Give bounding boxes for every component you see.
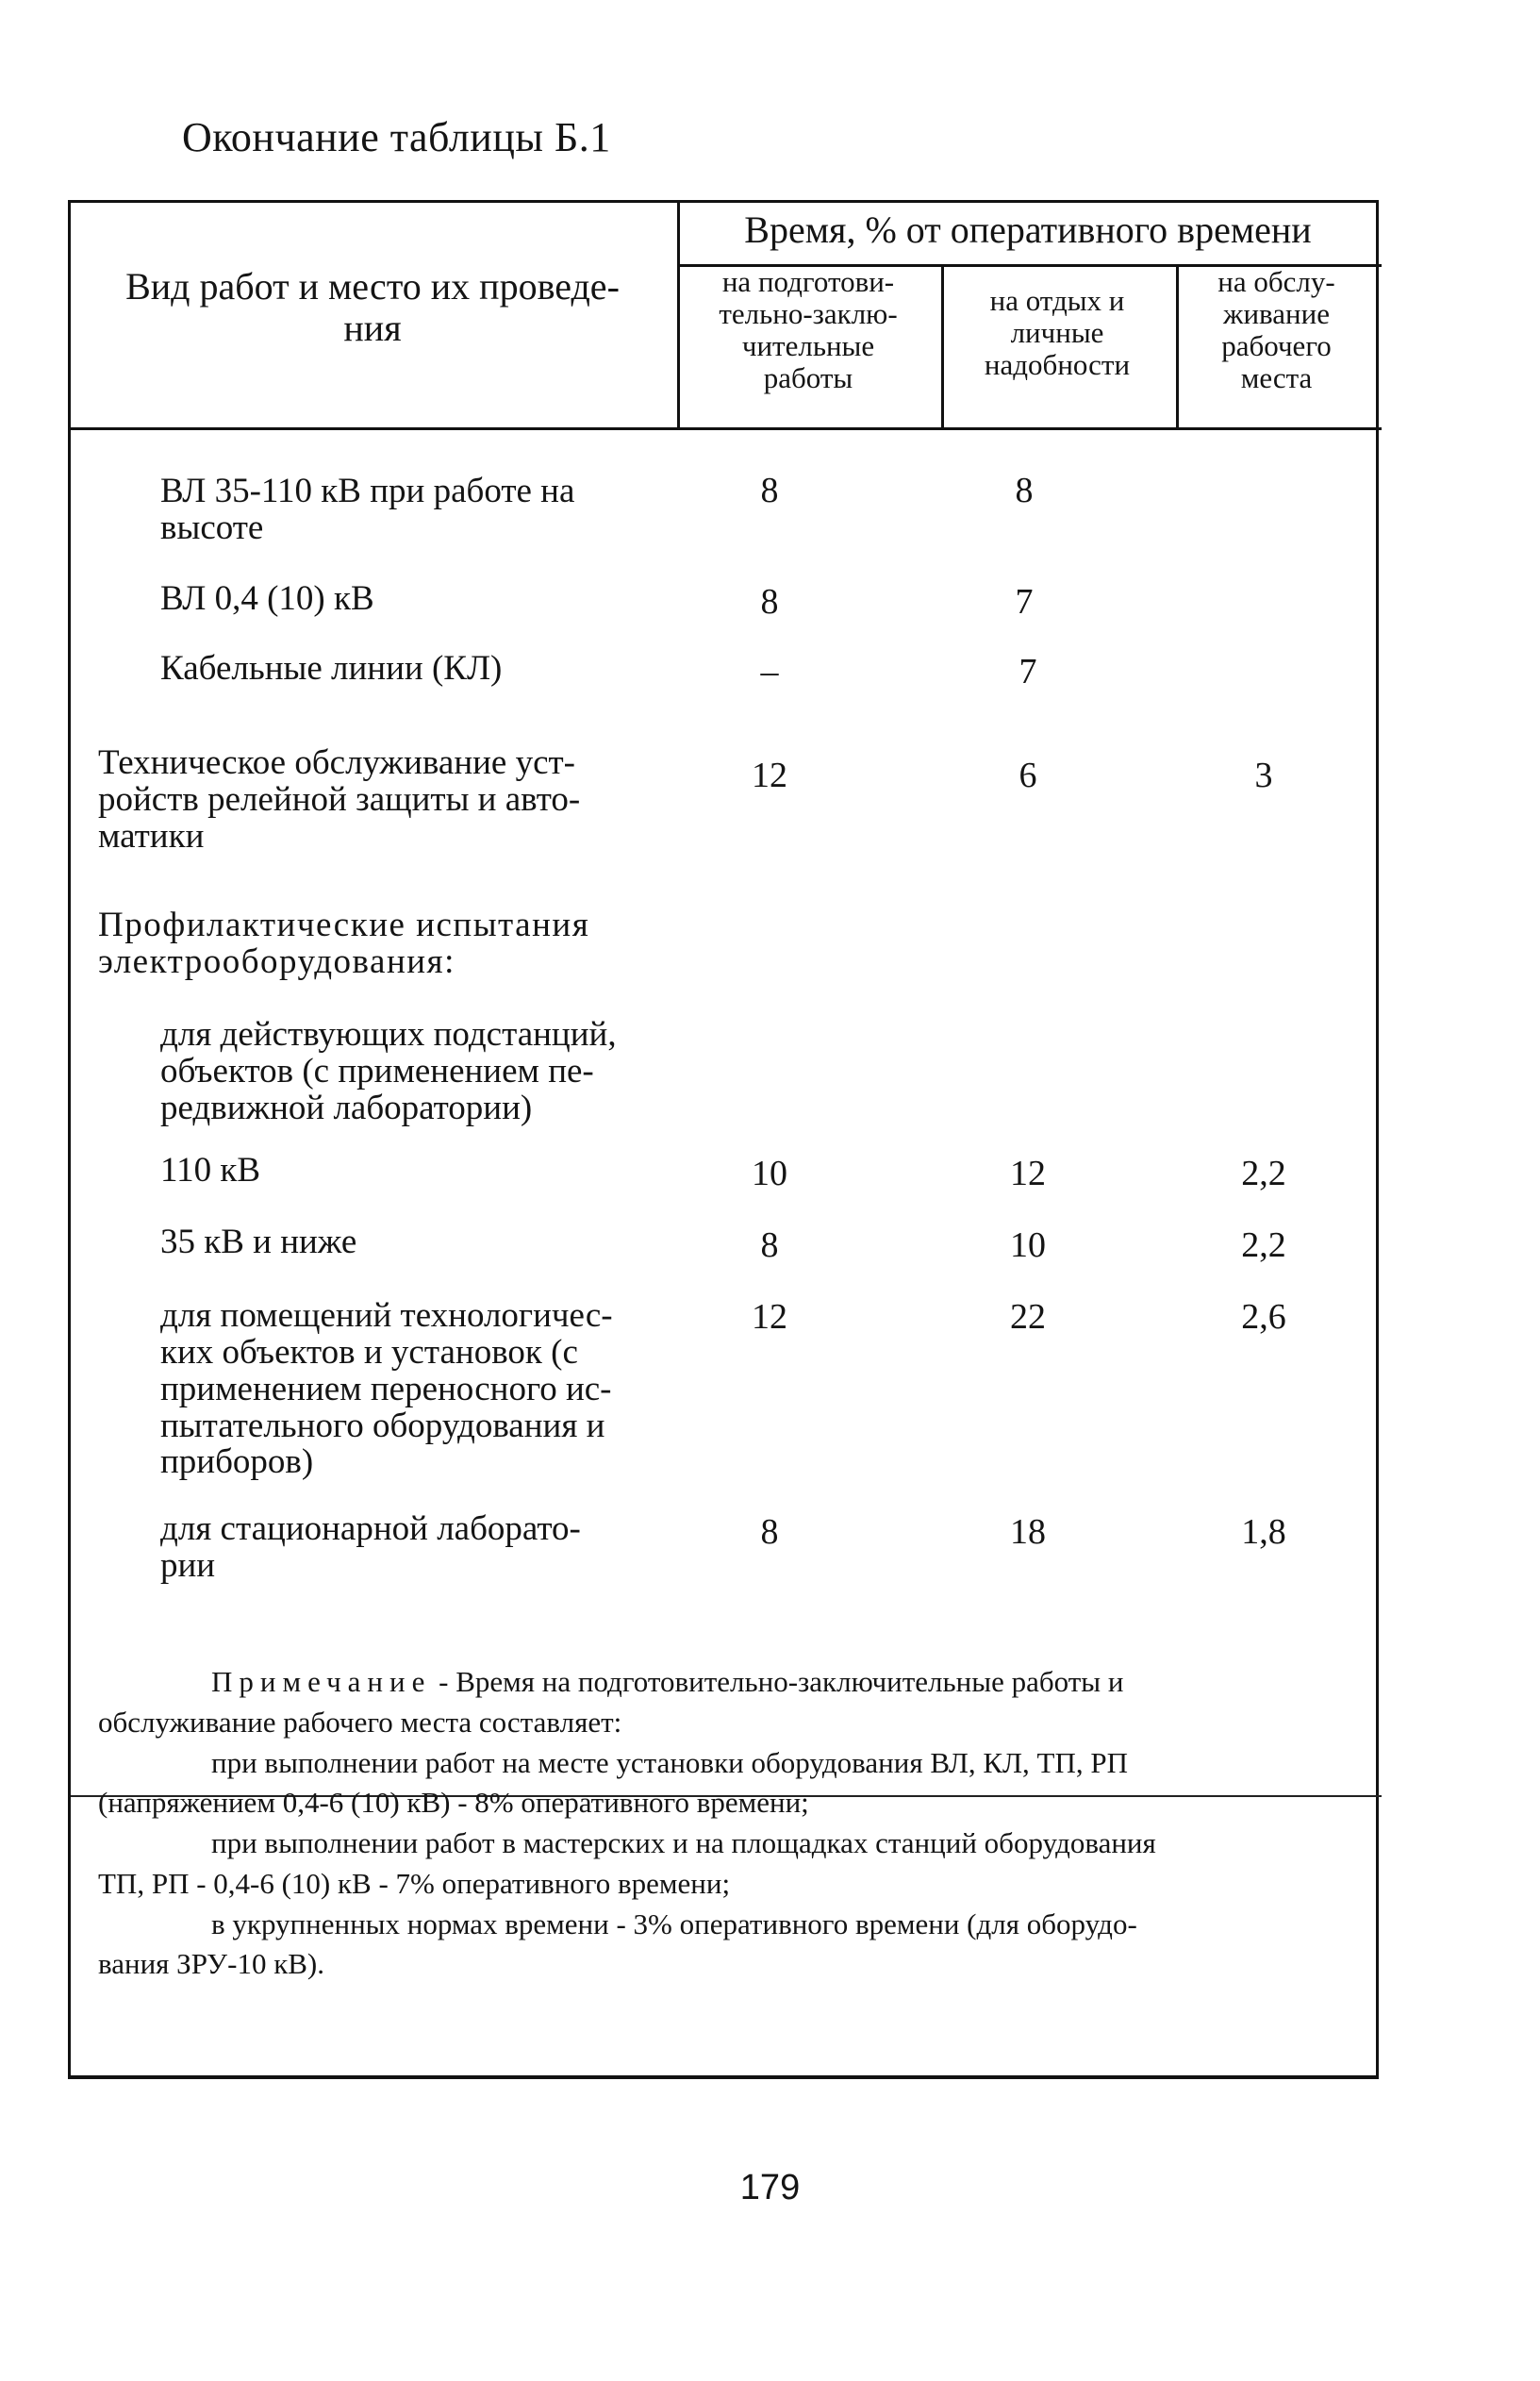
row-value-rest: 7 <box>1018 652 1037 691</box>
row-label: ВЛ 0,4 (10) кВ <box>160 579 374 618</box>
row-value-rest: 6 <box>1018 756 1037 795</box>
row-value-prep: 8 <box>760 582 779 622</box>
row-value-prep: 8 <box>760 471 779 510</box>
row-value-prep: 8 <box>760 1225 779 1265</box>
row-value-prep: 12 <box>752 1297 787 1337</box>
note-line <box>98 1662 1352 1703</box>
row-value-rest: 7 <box>1015 582 1034 622</box>
note-line: обслуживание рабочего места составляет: <box>98 1705 622 1739</box>
row-label: ВЛ 35-110 кВ при работе на высоте <box>160 472 575 547</box>
note-line: ТП, РП - 0,4-6 (10) кВ - 7% оперативного времени; <box>98 1866 731 1900</box>
row-value-prep: 12 <box>752 756 787 795</box>
row-value-prep: 10 <box>752 1154 787 1193</box>
row-label: Кабельные линии (КЛ) <box>160 649 503 688</box>
header-prep-final: на подготови- тельно-заклю- чительные работы <box>719 265 898 395</box>
row-label: 35 кВ и ниже <box>160 1223 357 1261</box>
row-label: для стационарной лаборато- рии <box>160 1509 581 1585</box>
row-label: Техническое обслуживание уст- ройств релейной защиты и авто- матики <box>98 743 581 856</box>
header-rest: на отдых и личные надобности <box>984 284 1131 382</box>
note-line: в укрупненных нормах времени - 3% оперативного времени (для оборудо- <box>211 1906 1137 1940</box>
note-line: вания ЗРУ-10 кВ). <box>98 1947 325 1981</box>
header-work-type: Вид работ и место их проведе- ния <box>125 265 620 349</box>
row-value-rest: 22 <box>1010 1297 1046 1337</box>
row-value-rest: 18 <box>1010 1512 1046 1552</box>
note-line: при выполнении работ в мастерских и на площадках станций оборудования <box>211 1826 1156 1860</box>
row-value-rest: 12 <box>1010 1154 1046 1193</box>
page-number: 179 <box>739 2168 801 2207</box>
row-value-workplace: 2,2 <box>1241 1225 1286 1265</box>
row-label: для помещений технологичес- ких объектов и установок (с применением переносного ис- пытательного оборудования и приборов) <box>160 1296 613 1482</box>
row-label: 110 кВ <box>160 1151 261 1190</box>
row-value-rest: 8 <box>1015 471 1034 510</box>
row-value-rest: 10 <box>1010 1225 1046 1265</box>
row-value-workplace: 2,6 <box>1241 1297 1286 1337</box>
note-line-1-rest: - Время на подготовительно-заключительные работы и <box>431 1665 1124 1698</box>
row-value-prep: 8 <box>760 1512 779 1552</box>
header-time-group: Время, % от оперативного времени <box>744 208 1312 251</box>
note-line: при выполнении работ на месте установки оборудования ВЛ, КЛ, ТП, РП <box>211 1745 1129 1779</box>
row-value-workplace: 1,8 <box>1241 1512 1286 1552</box>
note-line: (напряжением 0,4-6 (10) кВ) - 8% оперативного времени; <box>98 1786 809 1820</box>
header-bottom-rule <box>71 427 1382 430</box>
table-note <box>98 1662 1352 1985</box>
note-heading: Примечание <box>211 1665 432 1698</box>
table-caption: Окончание таблицы Б.1 <box>182 114 611 160</box>
row-value-workplace: 2,2 <box>1241 1154 1286 1193</box>
row-label: Профилактические испытания электрооборудования: <box>98 906 590 981</box>
header-workplace: на обслу- живание рабочего места <box>1217 265 1335 395</box>
row-value-workplace: 3 <box>1254 756 1273 795</box>
row-value-prep: – <box>760 652 779 691</box>
row-label: для действующих подстанций, объектов (с применением пе- редвижной лаборатории) <box>160 1015 617 1127</box>
